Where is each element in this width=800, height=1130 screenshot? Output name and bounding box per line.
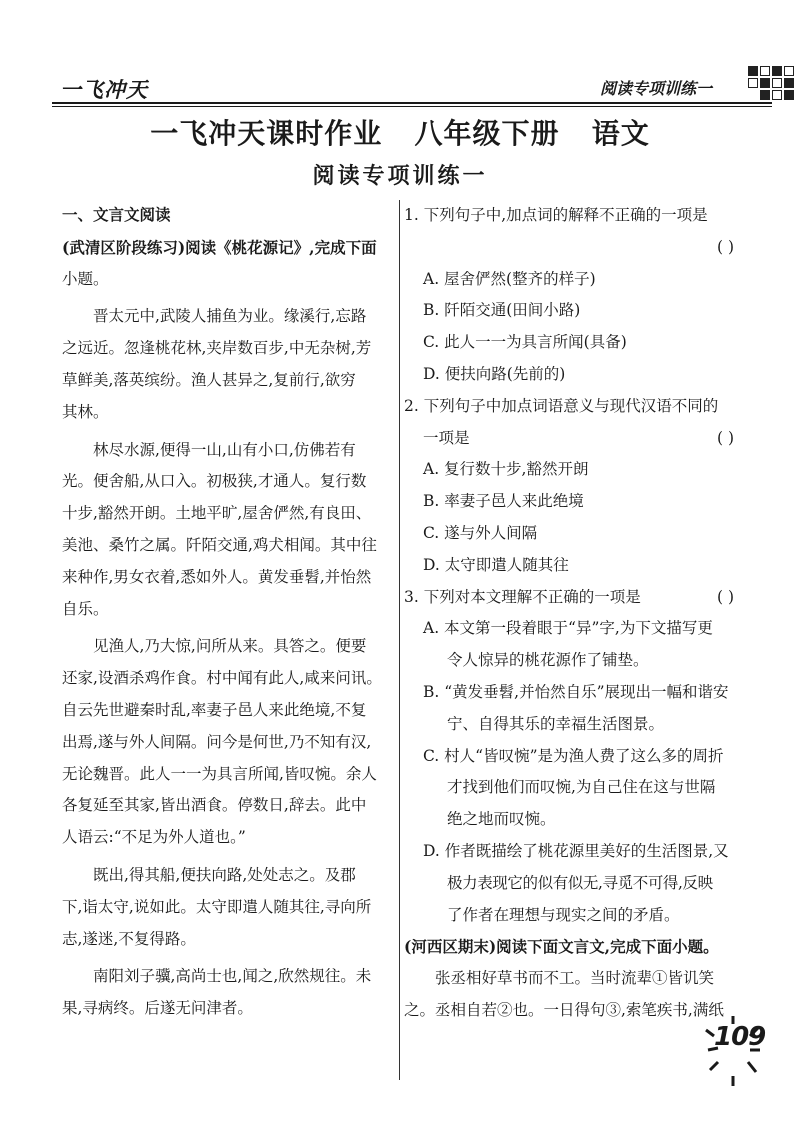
- question-stem-text: 一项是: [423, 428, 470, 447]
- passage-line: 果,寻病终。后遂无问津者。: [62, 999, 253, 1018]
- passage-line: 林尽水源,便得一山,山有小口,仿佛若有: [93, 440, 356, 459]
- question-stem: 3. 下列对本文理解不正确的一项是: [404, 587, 641, 606]
- option-line: A. 本文第一段着眼于“异”字,为下文描写更: [423, 619, 713, 638]
- question-2: [404, 391, 750, 582]
- option-a[interactable]: A. 复行数十步,豁然开朗: [423, 460, 589, 479]
- page-subtitle: 阅读专项训练一: [312, 163, 488, 189]
- option-c[interactable]: [404, 741, 750, 836]
- header-rule: [52, 102, 772, 104]
- passage-paragraph: [62, 435, 388, 626]
- option-c[interactable]: C. 遂与外人间隔: [423, 523, 538, 542]
- passage-line: 南阳刘子骥,高尚士也,闻之,欣然规往。未: [93, 967, 372, 986]
- option-b[interactable]: B. 率妻子邑人来此绝境: [423, 492, 584, 511]
- intro-line: [62, 232, 388, 264]
- right-column: [404, 200, 750, 1027]
- question-stem-row: [404, 582, 750, 614]
- passage-line: 之远近。忽逢桃花林,夹岸数百步,中无杂树,芳: [62, 339, 372, 358]
- header-rule-thin: [52, 106, 772, 107]
- passage2-line: 之。丞相自若②也。一日得句③,索笔疾书,满纸: [404, 1000, 724, 1019]
- option-line: 了作者在理想与现实之间的矛盾。: [447, 905, 680, 924]
- section-tag: 阅读专项训练一: [600, 79, 713, 98]
- option-line: B. “黄发垂髫,并怡然自乐”展现出一幅和谐安: [423, 682, 729, 701]
- option-line: 极力表现它的似有似无,寻觅不可得,反映: [447, 873, 713, 892]
- page-header: [52, 72, 768, 102]
- checker-decoration-icon: [748, 66, 796, 106]
- question-stem-cont: [404, 423, 750, 455]
- passage-line: 人语云:“不足为外人道也。”: [62, 828, 246, 847]
- passage-line: 志,遂迷,不复得路。: [62, 929, 196, 948]
- passage-line: 美池、桑竹之属。阡陌交通,鸡犬相闻。其中往: [62, 535, 377, 554]
- passage2-intro: (河西区期末)阅读下面文言文,完成下面小题。: [404, 937, 719, 957]
- passage-line: 其林。: [62, 402, 109, 421]
- question-1: [404, 200, 750, 391]
- passage-line: 十步,豁然开朗。土地平旷,屋舍俨然,有良田、: [62, 504, 372, 523]
- option-line: C. 村人“皆叹惋”是为渔人费了这么多的周折: [423, 746, 724, 765]
- option-line: D. 作者既描绘了桃花源里美好的生活图景,又: [423, 841, 729, 860]
- passage-line: 下,诣太守,说如此。太守即遣人随其往,寻向所: [62, 897, 372, 916]
- answer-blank[interactable]: ( ): [716, 237, 734, 256]
- question-stem: 1. 下列句子中,加点词的解释不正确的一项是: [404, 206, 708, 224]
- option-d[interactable]: D. 太守即遣人随其往: [423, 555, 569, 574]
- option-a[interactable]: A. 屋舍俨然(整齐的样子): [423, 269, 596, 288]
- passage-line: 各复延至其家,皆出酒食。停数日,辞去。此中: [62, 796, 367, 815]
- answer-blank[interactable]: ( ): [716, 428, 734, 447]
- brand-logo: 一飞冲天: [60, 78, 148, 102]
- passage-line: 既出,得其船,便扶向路,处处志之。及郡: [93, 865, 356, 884]
- passage-paragraph: [62, 860, 388, 955]
- passage-line: 无论魏晋。此人一一为具言所闻,皆叹惋。余人: [62, 764, 377, 783]
- option-d[interactable]: [404, 836, 750, 931]
- option-b[interactable]: [404, 677, 750, 741]
- option-line: 绝之地而叹惋。: [447, 810, 556, 829]
- option-c[interactable]: C. 此人一一为具言所闻(具备): [423, 333, 627, 352]
- passage-paragraph: [62, 301, 388, 428]
- option-line: 令人惊异的桃花源作了铺垫。: [447, 651, 649, 670]
- question-3: [404, 582, 750, 932]
- intro-line: 小题。: [62, 269, 109, 288]
- option-a[interactable]: [404, 613, 750, 677]
- question-stem: 2. 下列句子中加点词语意义与现代汉语不同的: [404, 396, 719, 415]
- passage-line: 草鲜美,落英缤纷。渔人甚异之,复前行,欲穷: [62, 370, 356, 389]
- passage-line: 自云先世避秦时乱,率妻子邑人来此绝境,不复: [62, 700, 367, 719]
- option-b[interactable]: B. 阡陌交通(田间小路): [423, 301, 581, 320]
- option-d[interactable]: D. 便扶向路(先前的): [423, 364, 566, 383]
- passage-paragraph: [62, 961, 388, 1025]
- option-line: 才找到他们而叹惋,为自己住在这与世隔: [447, 778, 716, 797]
- left-column: [62, 200, 388, 1025]
- page-title: 一飞冲天课时作业 八年级下册 语文: [150, 117, 650, 150]
- passage-line: 还家,设酒杀鸡作食。村中闻有此人,咸来问讯。: [62, 669, 382, 688]
- passage-line: 光。便舍船,从口入。初极狭,才通人。复行数: [62, 472, 367, 491]
- page-number: 109: [714, 1022, 766, 1052]
- column-divider: [399, 200, 400, 1080]
- option-line: 宁、自得其乐的幸福生活图景。: [447, 714, 665, 733]
- passage-line: 见渔人,乃大惊,问所从来。具答之。便要: [93, 637, 367, 656]
- passage-paragraph: [62, 631, 388, 854]
- answer-blank[interactable]: ( ): [716, 587, 734, 606]
- passage-line: 自乐。: [62, 599, 109, 618]
- passage-line: 晋太元中,武陵人捕鱼为业。缘溪行,忘路: [93, 307, 367, 326]
- section-heading: 一、文言文阅读: [62, 206, 171, 224]
- intro-line-text: (武清区阶段练习)阅读《桃花源记》,完成下面: [62, 237, 377, 257]
- passage2-line: 张丞相好草书而不工。当时流辈①皆讥笑: [435, 969, 715, 988]
- passage-line: 出焉,遂与外人间隔。问今是何世,乃不知有汉,: [62, 732, 372, 751]
- passage-line: 来种作,男女衣着,悉如外人。黄发垂髫,并怡然: [62, 567, 372, 586]
